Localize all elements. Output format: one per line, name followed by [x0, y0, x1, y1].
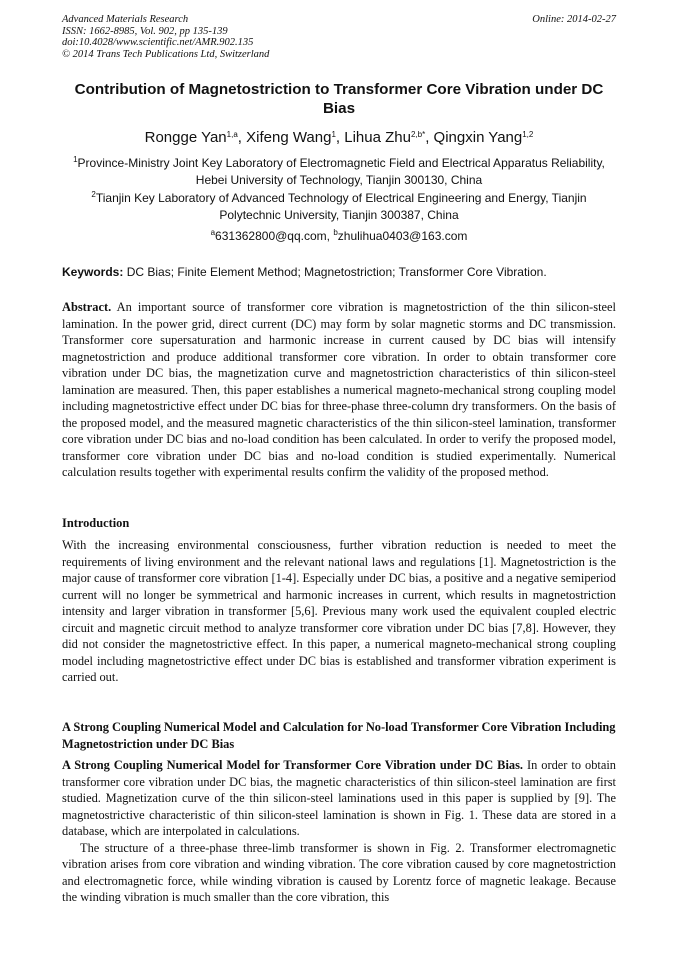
- section-paragraph-2: The structure of a three-phase three-limb transformer is shown in Fig. 2. Transformer electromagnetic vibration arises from core vibration and winding vibration. The core vibration caused by core magnetostriction and electromagnetic force, while winding vibration is caused by Lorentz force of magnetic leakage. Because the winding vibration is much smaller than the core vibration, this: [62, 840, 616, 904]
- abstract-text: An important source of transformer core vibration is magnetostriction of the thin silicon-steel lamination. In the power grid, direct current (DC) may form by solar magnetic storms and DC transmission. Transformer core supersaturation and harmonic increase in current caused by DC bias will intensify magnetostriction and produce additional transformer core vibration. In order to obtain transformer core vibration under DC bias, the magnetization curve and magnetostriction characteristics of thin silicon-steel lamination are measured. Then, this paper establishes a numerical magneto-mechanical strong coupling model including magnetostrictive effect under DC bias for three-phase three-column dry transformers. On the basis of the proposed model, and the measured magnetic characteristics of the thin silicon-steel lamination, transformer core vibration under DC bias and no-load condition has been calculated. In order to verify the proposed model, transformer core vibration under DC bias and no-load condition is studied experimentally. Numerical calculation results together with experimental results confirm the validity of the proposed method.: [62, 300, 616, 479]
- affiliation-text: Province-Ministry Joint Key Laboratory of Electromagnetic Field and Electrical Apparatus Reliability, Hebei University of Technology, Tianjin 300130, China: [77, 156, 605, 187]
- subsection-heading: A Strong Coupling Numerical Model for Transformer Core Vibration under DC Bias.: [62, 758, 523, 772]
- journal-header: [62, 14, 269, 60]
- author-name: Qingxin Yang: [433, 129, 523, 146]
- introduction-paragraph: With the increasing environmental consciousness, further vibration reduction is needed to meet the requirements of living environment and the relevant national laws and regulations [1]. Magnetostriction is the major cause of transformer core vibration [1-4]. Especially under DC bias, a positive and a negative semiperiod current will no longer be symmetrical and harmonic increases in current, which results in magnetostriction intensity and larger vibration in transformer [5,6]. Previous many work used the equivalent coupled electric circuit and magnetic circuit method to analyze transformer core vibration under DC bias [7,8]. However, they did not consider the magnetostrictive effect. In this paper, a numerical magneto-mechanical strong coupling model including magnetostrictive effect under DC bias is established and transformer vibration experiment is carried out.: [62, 538, 616, 684]
- journal-name: Advanced Materials Research: [62, 14, 189, 25]
- author-list: Rongge Yan$^{1,a}$, Xifeng Wang$^1$, Lihua Zhu$^{2,b*}$, Qingxin Yang$^{1,2}$: [144, 129, 534, 146]
- affiliation-mark: 1: [73, 155, 78, 164]
- author-affiliation-mark: 2,b*: [410, 130, 426, 139]
- author-name: Lihua Zhu: [344, 129, 411, 146]
- paper-title: Contribution of Magnetostriction to Transformer Core Vibration under DC Bias: [74, 81, 604, 117]
- keywords-label: Keywords:: [62, 265, 124, 279]
- keywords: [62, 264, 616, 280]
- author-name: Rongge Yan: [144, 129, 227, 146]
- author-affiliation-mark: 1,a: [226, 130, 238, 139]
- issn-line: ISSN: 1662-8985, Vol. 902, pp 135-139: [62, 25, 228, 37]
- affiliation-mark: 2: [91, 190, 96, 199]
- email-mark: a: [210, 228, 216, 237]
- section-body: [62, 757, 616, 906]
- affiliation-text: Tianjin Key Laboratory of Advanced Technology of Electrical Engineering and Energy, Tianjin Polytechnic University, Tianjin 300387, China: [95, 191, 587, 222]
- abstract-label: Abstract.: [62, 300, 112, 314]
- keywords-text: DC Bias; Finite Element Method; Magnetostriction; Transformer Core Vibration.: [126, 265, 547, 279]
- section-paragraph-1: In order to obtain transformer core vibration under DC bias, the magnetic characteristics of thin silicon-steel lamination are first studied. Magnetization curve of the thin silicon-steel laminations used in this paper is supplied by [9]. The magnetostrictive characteristic of thin silicon-steel lamination is shown in Fig. 1. These data are stored in a database, which are interpolated in calculations.: [62, 758, 616, 838]
- author-affiliation-mark: 1,2: [522, 130, 534, 139]
- introduction-heading: Introduction: [62, 516, 130, 530]
- email-line: [62, 228, 616, 245]
- author-affiliation-mark: 1: [331, 130, 336, 139]
- section-heading: A Strong Coupling Numerical Model and Calculation for No-load Transformer Core Vibration Including Magnetostriction under DC Bias: [62, 720, 616, 751]
- doi-line: doi:10.4028/www.scientific.net/AMR.902.135: [62, 37, 254, 48]
- abstract: [62, 299, 616, 481]
- affiliation-2: [62, 190, 616, 224]
- copyright-line: © 2014 Trans Tech Publications Ltd, Switzerland: [62, 48, 270, 60]
- email-mark: b: [333, 228, 338, 237]
- email-address[interactable]: zhulihua0403@163.com: [337, 229, 468, 243]
- online-date: Online: 2014-02-27: [532, 14, 616, 25]
- author-name: Xifeng Wang: [246, 129, 332, 146]
- affiliation-1: [62, 155, 616, 189]
- email-address[interactable]: 631362800@qq.com,: [215, 229, 330, 243]
